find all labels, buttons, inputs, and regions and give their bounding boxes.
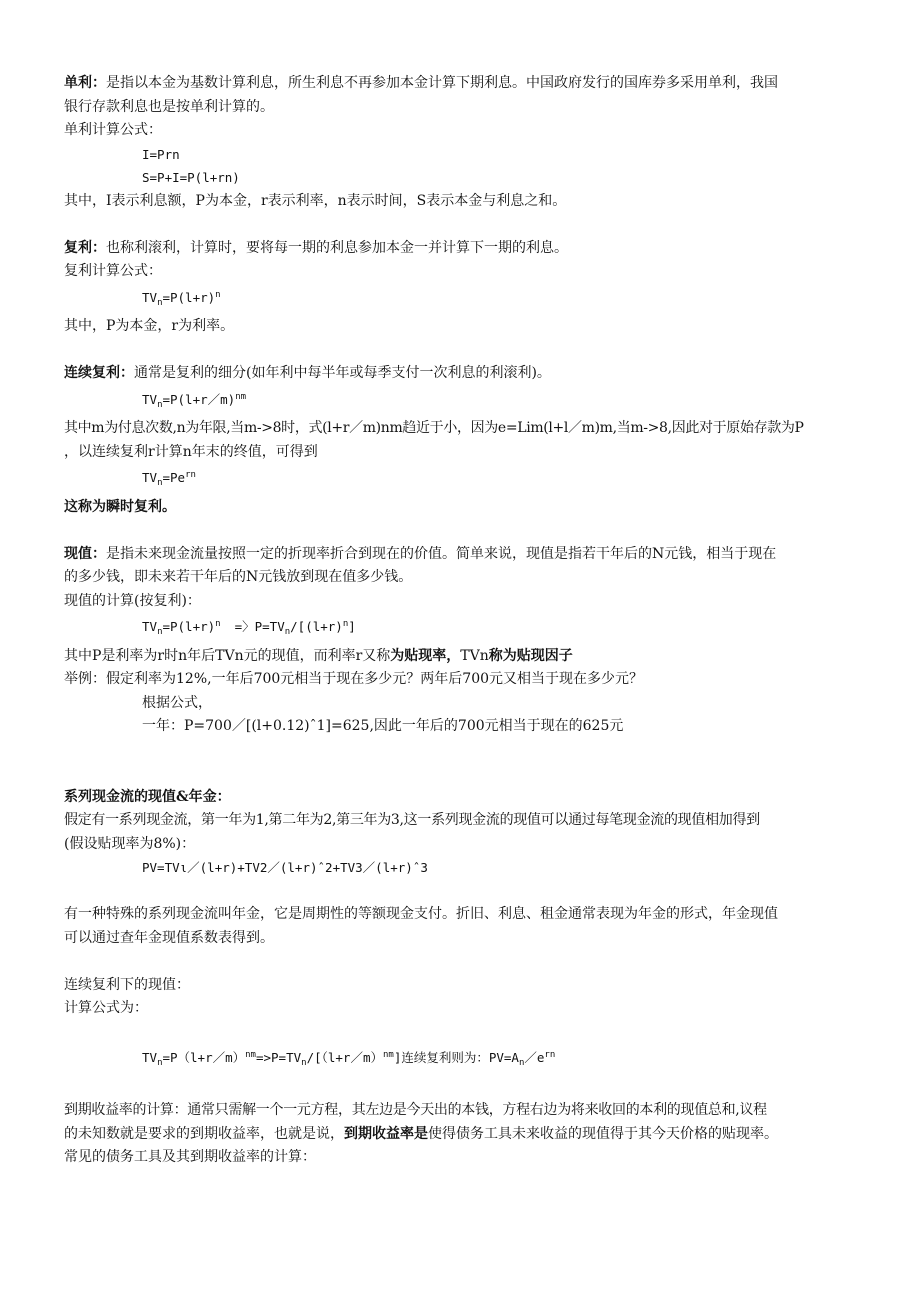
- continuous-pv-heading: 连续复利下的现值：: [64, 976, 190, 993]
- instant-compounding-conclusion: 这称为瞬时复利。: [64, 498, 176, 515]
- compound-interest-heading: 复利：: [64, 239, 106, 256]
- present-value-formula: $TV_n=P(l+r)^n$ =〉$P=TV_n/[(l+r)^n]$: [142, 619, 356, 637]
- annuity-heading: 系列现金流的现值&年金：: [64, 788, 231, 805]
- present-value-one-year: 一年：P=700／[(l+0.12)ˆ1]=625,因此一年后的700元相当于现在的625元: [142, 718, 624, 734]
- present-value-text: 是指未来现金流量按照一定的折现率折合到现在的价值。简单来说，现值是指若干年后的N元钱，相当于现在: [106, 545, 777, 562]
- continuous-compounding-paragraph: [64, 362, 864, 386]
- present-value-description: 其中P是利率为r时n年后TVn元的现值，而利率r又称为贴现率，TVn称为贴现因子: [64, 647, 573, 664]
- compound-formula-note: 其中，P为本金，r为利率。: [64, 318, 235, 334]
- ytm-definition-term: 到期收益率是: [344, 1125, 428, 1142]
- present-value-calc-label: 现值的计算(按复利)：: [64, 592, 201, 609]
- ytm-paragraph-1: 到期收益率的计算：通常只需解一个一元方程，其左边是今天出的本钱，方程右边为将来收回的本利的现值总和,议程: [64, 1102, 767, 1118]
- annuity-text-1: 假定有一系列现金流，第一年为1,第二年为2,第三年为3,这一系列现金流的现值可以通过每笔现金流的现值相加得到: [64, 812, 760, 828]
- annuity-pv-formula: PV=TVι／(l+r)+TV2／(l+r)ˆ2+TV3／(l+r)ˆ3: [142, 860, 428, 875]
- continuous-pv-formula-label: 计算公式为：: [64, 1000, 148, 1016]
- compound-interest-paragraph: [64, 237, 864, 261]
- document-body: [64, 72, 864, 1170]
- simple-interest-paragraph: [64, 72, 864, 96]
- continuous-formula: $TV_n=P(l+r/m)^{nm}$: [142, 391, 247, 410]
- simple-formula-1: I=Prn: [142, 146, 180, 162]
- continuous-compounding-heading: 连续复利：: [64, 365, 134, 381]
- ytm-paragraph-2: 的未知数就是要求的到期收益率，也就是说，到期收益率是使得债务工具未来收益的现值得于其今天价格的贴现率。: [64, 1125, 778, 1142]
- simple-interest-heading: 单利：: [64, 75, 106, 91]
- present-value-heading: 现值：: [64, 545, 106, 562]
- present-value-example: 举例：假定利率为12%,一年后700元相当于现在多少元？两年后700元又相当于现在多少元？: [64, 671, 644, 687]
- annuity-text-2: (假设贴现率为8%)：: [64, 835, 196, 852]
- present-value-paragraph: [64, 543, 864, 567]
- annuity-definition-2: 可以通过查年金现值系数表得到。: [64, 929, 274, 946]
- simple-formula-note: 其中，I表示利息额，P为本金，r表示利率，n表示时间，S表示本金与利息之和。: [64, 192, 567, 209]
- compound-formula: $TV_n=P(l+r)^n$: [142, 289, 221, 308]
- present-value-basis: 根据公式，: [142, 694, 212, 711]
- simple-interest-text-cont: 银行存款利息也是按单利计算的。: [64, 98, 274, 115]
- compound-interest-text: 也称利滚利，计算时，要将每一期的利息参加本金一并计算下一期的利息。: [106, 239, 568, 256]
- ytm-paragraph-3: 常见的债务工具及其到期收益率的计算：: [64, 1149, 316, 1165]
- annuity-definition-1: 有一种特殊的系列现金流叫年金，它是周期性的等额现金支付。折旧、利息、租金通常表现为年金的形式，年金现值: [64, 906, 778, 922]
- simple-formula-2: S=P+I=P(l+rn): [142, 170, 240, 185]
- continuous-pv-formula: $TV_n=P(l+r/m)^{nm}=>P=TV_n/[(l+r/m)^{nm}]$连续复利则为：$PV=A_n/e^{rn}$: [142, 1050, 556, 1068]
- continuous-result-formula: $TV_n=Pe^{rn}$: [142, 470, 196, 488]
- present-value-text-cont: 的多少钱，即未来若干年后的N元钱放到现在值多少钱。: [64, 569, 413, 585]
- continuous-compounding-text: 通常是复利的细分(如年利中每半年或每季支付一次利息的利滚利)。: [134, 365, 551, 381]
- simple-formula-label: 单利计算公式：: [64, 122, 162, 138]
- continuous-explanation-1: 其中m为付息次数,n为年限,当m->8时，式(l+r／m)nm趋近于小，因为e=Lim(l+l／m)m,当m->8,因此对于原始存款为P: [64, 420, 804, 436]
- compound-formula-label: 复利计算公式：: [64, 263, 162, 279]
- continuous-explanation-2: ，以连续复利r计算n年末的终值，可得到: [64, 443, 318, 460]
- simple-interest-text: 是指以本金为基数计算利息，所生利息不再参加本金计算下期利息。中国政府发行的国库券多采用单利，我国: [106, 75, 778, 91]
